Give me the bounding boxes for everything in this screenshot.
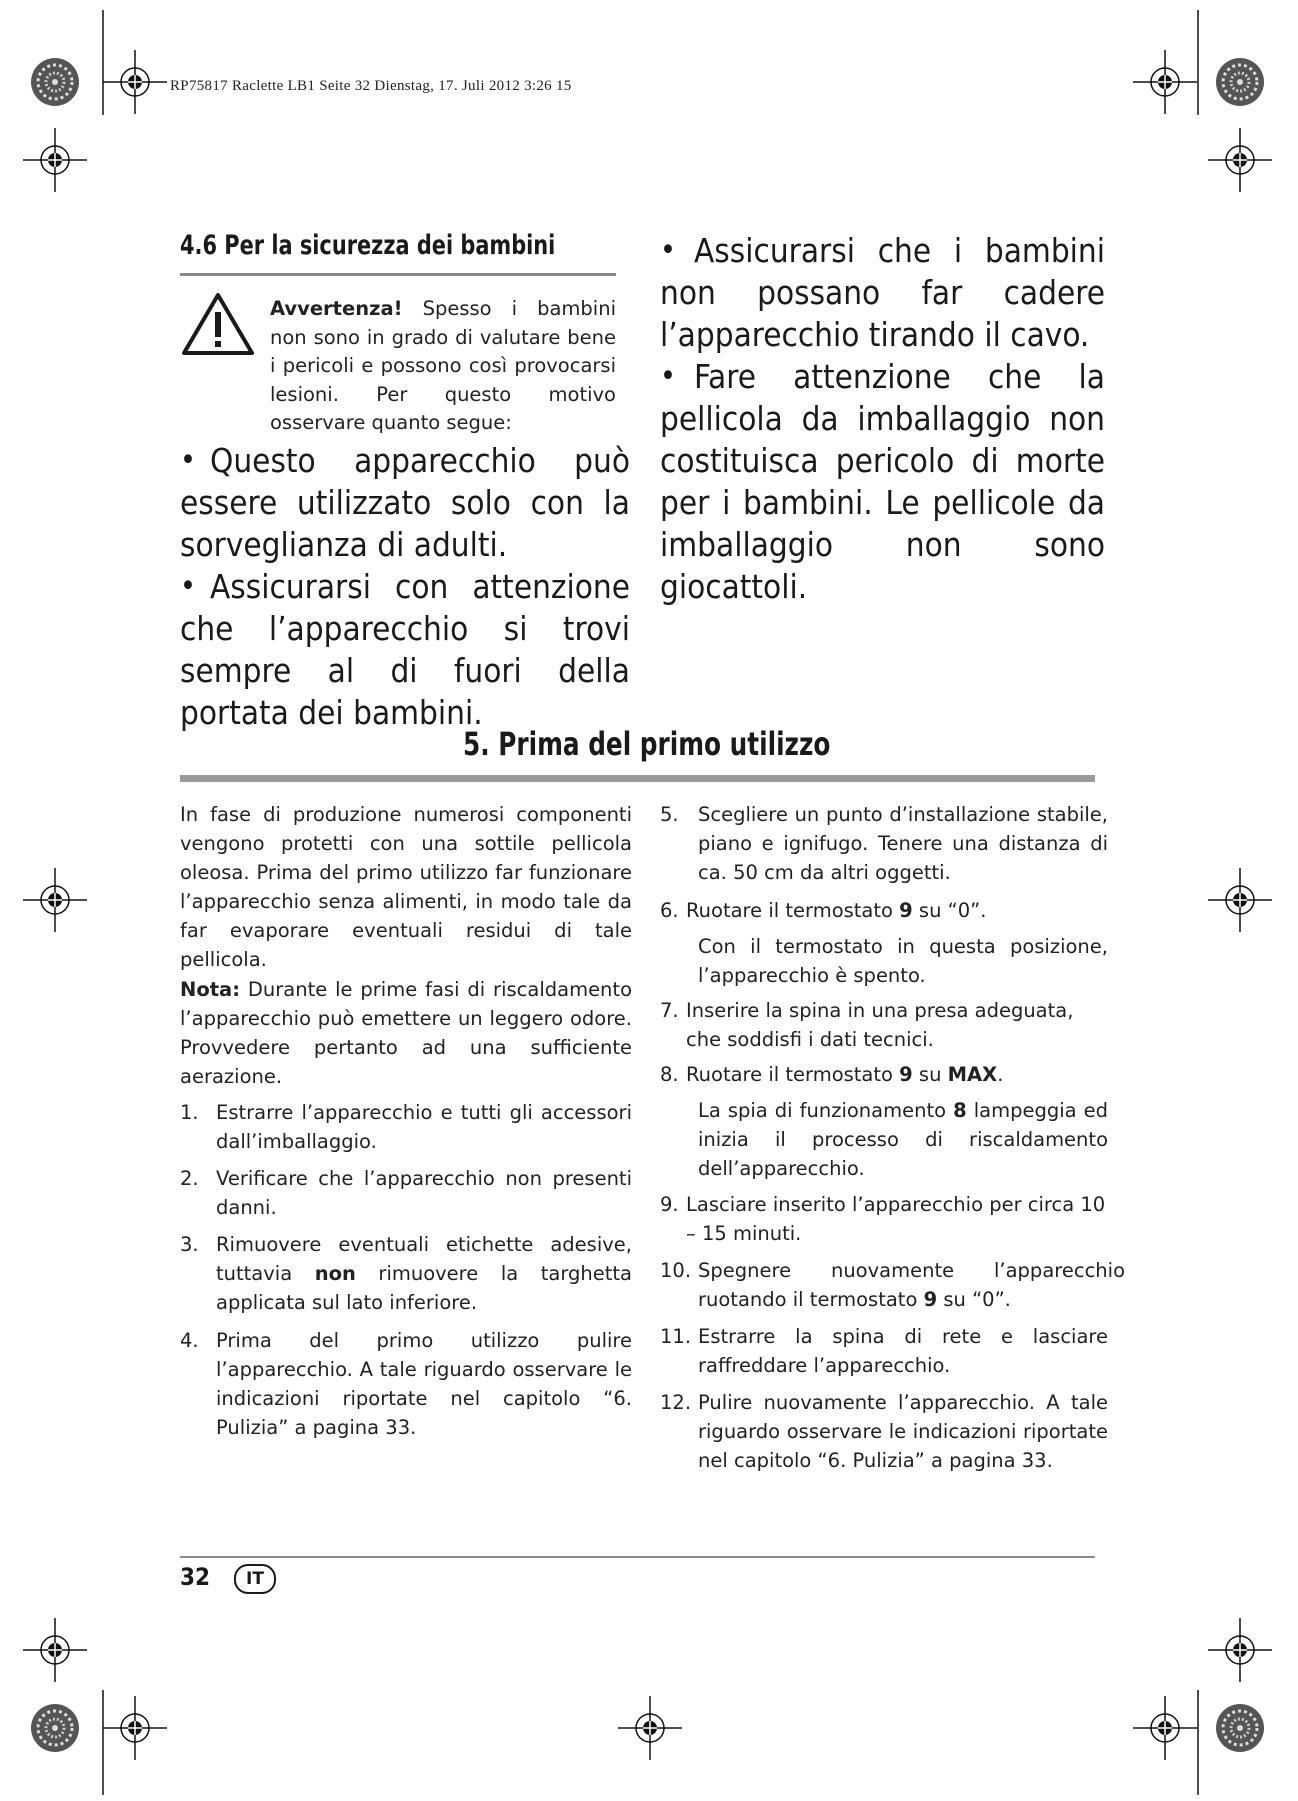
warning-body: Spesso i bambini non sono in grado di valutare bene i pericoli e possono così provocarsi lesioni. Per questo motivo osservare quanto segue: bbox=[270, 297, 616, 434]
list-item: 2. Verificare che l’apparecchio non presenti danni. bbox=[180, 1167, 632, 1219]
language-badge: IT bbox=[234, 1564, 276, 1594]
list-item: 10. Spegnere nuovamente l’apparecchio ruotando il termostato 9 su “0”. bbox=[660, 1259, 1125, 1311]
warning-triangle-icon bbox=[182, 292, 254, 356]
bullet-icon: • bbox=[660, 233, 676, 268]
page-number: 32 bbox=[180, 1563, 211, 1591]
footer-rule bbox=[180, 1556, 1095, 1558]
warning-lead: Avvertenza! bbox=[270, 297, 403, 320]
section-heading-child-safety: 4.6 Per la sicurezza dei bambini bbox=[180, 230, 556, 261]
note-lead: Nota: bbox=[180, 978, 240, 1001]
section-heading-first-use: 5. Prima del primo utilizzo bbox=[463, 725, 831, 763]
list-item: 11. Estrarre la spina di rete e lasciare raffreddare l’apparecchio. bbox=[660, 1325, 1108, 1377]
list-item: 9. Lasciare inserito l’apparecchio per circa 10 – 15 minuti. bbox=[660, 1193, 1106, 1245]
list-item: 4. Prima del primo utilizzo pulire l’apparecchio. A tale riguardo osservare le indicazioni riportate nel capitolo “6. Pulizia” a pagina 33. bbox=[180, 1329, 632, 1439]
list-item: 3. Rimuovere eventuali etichette adesive, tuttavia non rimuovere la targhetta applicata sul lato inferiore. bbox=[180, 1233, 632, 1314]
list-item: 7. Inserire la spina in una presa adeguata, che soddisfi i dati tecnici. bbox=[660, 999, 1074, 1051]
note-paragraph bbox=[180, 975, 632, 1091]
list-item: 6. Ruotare il termostato 9 su “0”. bbox=[660, 899, 987, 922]
warning-text bbox=[270, 295, 616, 438]
list-item: Con il termostato in questa posizione, l’apparecchio è spento. bbox=[698, 935, 1108, 987]
note-text: Durante le prime fasi di riscaldamento l’apparecchio può emettere un leggero odore. Provvedere pertanto ad una sufficiente aerazione. bbox=[180, 978, 632, 1088]
list-item: 8. Ruotare il termostato 9 su MAX. bbox=[660, 1063, 1004, 1086]
heading-rule bbox=[180, 273, 616, 276]
bullet-icon: • bbox=[180, 569, 196, 604]
list-item: • Questo apparecchio può essere utilizzato solo con la sorveglianza di adulti. bbox=[180, 441, 630, 564]
list-item: • Assicurarsi che i bambini non possano far cadere l’apparecchio tirando il cavo. bbox=[660, 231, 1105, 354]
list-item: 5. Scegliere un punto d’installazione stabile, piano e ignifugo. Tenere una distanza di ca. 50 cm da altri oggetti. bbox=[660, 803, 1108, 884]
bullet-icon: • bbox=[180, 443, 196, 478]
list-item: La spia di funzionamento 8 lampeggia ed inizia il processo di riscaldamento dell’apparecchio. bbox=[698, 1099, 1108, 1180]
intro-paragraph: In fase di produzione numerosi componenti vengono protetti con una sottile pellicola oleosa. Prima del primo utilizzo far funzionare l’apparecchio senza alimenti, in modo tale da far evaporare eventuali residui di tale pellicola. bbox=[180, 803, 632, 971]
heading-rule bbox=[180, 775, 1095, 782]
list-item: 12. Pulire nuovamente l’apparecchio. A tale riguardo osservare le indicazioni riportate nel capitolo “6. Pulizia” a pagina 33. bbox=[660, 1391, 1108, 1472]
bullet-icon: • bbox=[660, 359, 676, 394]
print-header: RP75817 Raclette LB1 Seite 32 Dienstag, 17. Juli 2012 3:26 15 bbox=[170, 78, 572, 94]
list-item: • Fare attenzione che la pellicola da imballaggio non costituisca pericolo di morte per i bambini. Le pellicole da imballaggio non sono giocattoli. bbox=[660, 357, 1105, 606]
list-item: 1. Estrarre l’apparecchio e tutti gli accessori dall’imballaggio. bbox=[180, 1101, 632, 1153]
list-item: • Assicurarsi con attenzione che l’apparecchio si trovi sempre al di fuori della portata dei bambini. bbox=[180, 567, 630, 732]
